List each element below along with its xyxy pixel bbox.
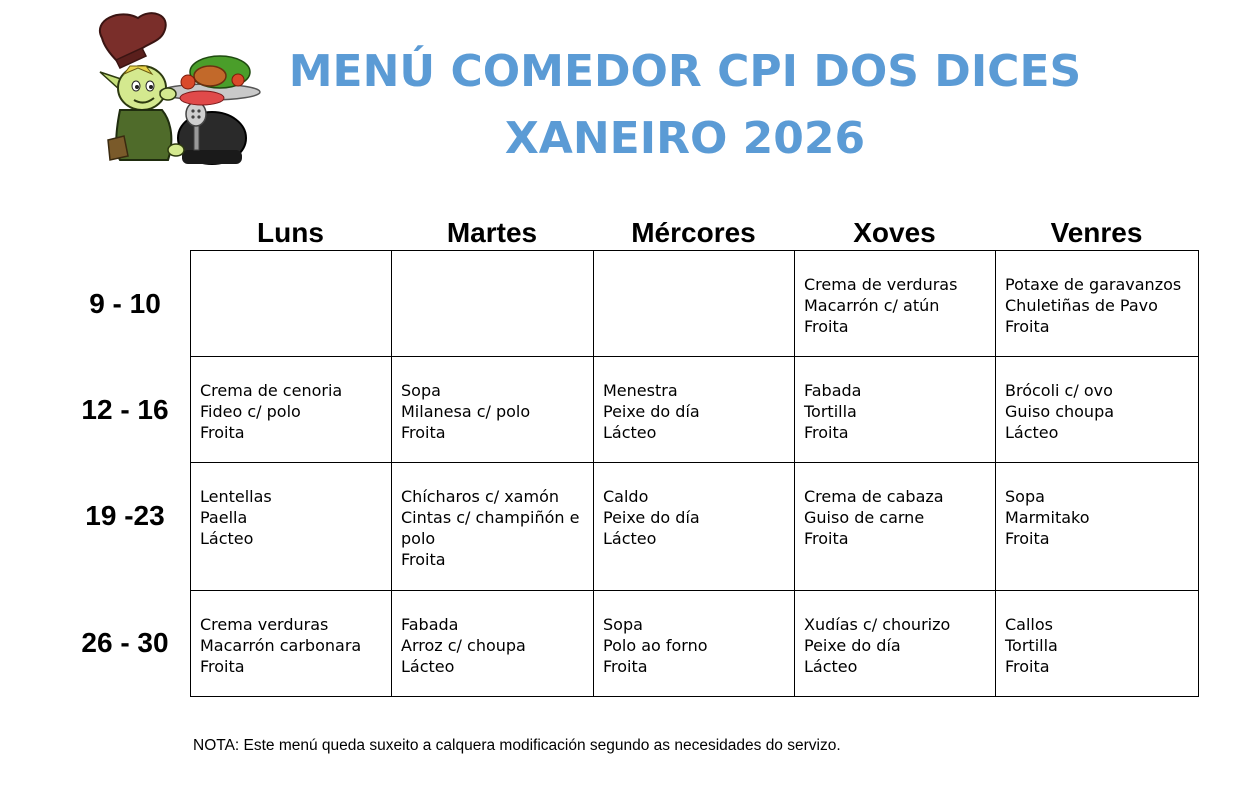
dish: Fabada bbox=[804, 381, 862, 400]
dish: Peixe do día bbox=[603, 402, 700, 421]
dish: Polo ao forno bbox=[603, 636, 708, 655]
dish: Xudías c/ chourizo bbox=[804, 615, 951, 634]
menu-cell bbox=[191, 591, 392, 697]
dish: Lácteo bbox=[804, 657, 858, 676]
week-label: 26 - 30 bbox=[81, 627, 169, 658]
dish: Guiso de carne bbox=[804, 508, 925, 527]
dish: Lácteo bbox=[200, 529, 254, 548]
dish: Callos bbox=[1005, 615, 1053, 634]
menu-cell bbox=[996, 251, 1199, 357]
menu-cell bbox=[392, 591, 594, 697]
menu-cell bbox=[996, 591, 1199, 697]
dish: Brócoli c/ ovo bbox=[1005, 381, 1113, 400]
dish: Froita bbox=[401, 550, 446, 569]
day-header-mercores: Mércores bbox=[631, 217, 756, 248]
dish: Froita bbox=[1005, 657, 1050, 676]
dish: Froita bbox=[1005, 317, 1050, 336]
dish: Crema de cenoria bbox=[200, 381, 343, 400]
menu-cell bbox=[392, 357, 594, 463]
dish: Menestra bbox=[603, 381, 678, 400]
menu-cell bbox=[191, 251, 392, 357]
week-label: 12 - 16 bbox=[81, 394, 169, 425]
dish: Froita bbox=[804, 423, 849, 442]
menu-title: MENÚ COMEDOR CPI DOS DICES bbox=[288, 46, 1082, 97]
dish: Sopa bbox=[1005, 487, 1045, 506]
menu-table bbox=[190, 250, 1199, 697]
dish: Froita bbox=[200, 423, 245, 442]
menu-cell bbox=[996, 463, 1199, 591]
dish: Paella bbox=[200, 508, 248, 527]
dish: Lácteo bbox=[1005, 423, 1059, 442]
table-row bbox=[191, 251, 1199, 357]
menu-cell bbox=[795, 357, 996, 463]
dish: Caldo bbox=[603, 487, 649, 506]
week-label: 9 - 10 bbox=[89, 288, 161, 319]
dish: Froita bbox=[804, 317, 849, 336]
dish: Lácteo bbox=[603, 423, 657, 442]
menu-cell bbox=[594, 357, 795, 463]
footnote: NOTA: Este menú queda suxeito a calquera modificación segundo as necesidades do servizo. bbox=[193, 737, 841, 754]
dish: Froita bbox=[401, 423, 446, 442]
menu-cell bbox=[594, 251, 795, 357]
menu-cell bbox=[795, 591, 996, 697]
dish: Lentellas bbox=[200, 487, 272, 506]
dish: Guiso choupa bbox=[1005, 402, 1115, 421]
day-header-venres: Venres bbox=[1050, 217, 1143, 248]
dish: Froita bbox=[200, 657, 245, 676]
dish: Peixe do día bbox=[603, 508, 700, 527]
dish: Fabada bbox=[401, 615, 459, 634]
dish: Tortilla bbox=[1005, 636, 1058, 655]
dish: Macarrón c/ atún bbox=[804, 296, 940, 315]
dish: Sopa bbox=[603, 615, 643, 634]
dish: Marmitako bbox=[1005, 508, 1090, 527]
menu-cell bbox=[594, 591, 795, 697]
table-row bbox=[191, 591, 1199, 697]
dish: Chícharos c/ xamón bbox=[401, 487, 559, 506]
menu-cell bbox=[191, 357, 392, 463]
menu-cell bbox=[191, 463, 392, 591]
menu-cell bbox=[392, 463, 594, 591]
menu-cell bbox=[594, 463, 795, 591]
menu-cell bbox=[795, 251, 996, 357]
dish: Froita bbox=[804, 529, 849, 548]
day-header-martes: Martes bbox=[446, 217, 538, 248]
menu-month: XANEIRO 2026 bbox=[504, 113, 866, 164]
dish: Arroz c/ choupa bbox=[401, 636, 526, 655]
table-row bbox=[191, 463, 1199, 591]
menu-cell bbox=[795, 463, 996, 591]
menu-cell bbox=[392, 251, 594, 357]
dish: Froita bbox=[1005, 529, 1050, 548]
dish: Tortilla bbox=[804, 402, 857, 421]
dish: Lácteo bbox=[401, 657, 455, 676]
dish: Chuletiñas de Pavo bbox=[1005, 296, 1158, 315]
day-header-xoves: Xoves bbox=[853, 217, 936, 248]
dish: Crema de verduras bbox=[804, 275, 958, 294]
day-header-luns: Luns bbox=[257, 217, 324, 248]
table-row bbox=[191, 357, 1199, 463]
dish: Crema de cabaza bbox=[804, 487, 944, 506]
week-label: 19 -23 bbox=[85, 500, 165, 531]
menu-cell bbox=[996, 357, 1199, 463]
dish: Sopa bbox=[401, 381, 441, 400]
dish: Milanesa c/ polo bbox=[401, 402, 531, 421]
dish: Crema verduras bbox=[200, 615, 329, 634]
dish: Peixe do día bbox=[804, 636, 901, 655]
dish: Froita bbox=[603, 657, 648, 676]
dish: Fideo c/ polo bbox=[200, 402, 301, 421]
dish: Potaxe de garavanzos bbox=[1005, 275, 1182, 294]
dish: Lácteo bbox=[603, 529, 657, 548]
dish: Macarrón carbonara bbox=[200, 636, 362, 655]
dish: Cintas c/ champiñón e polo bbox=[401, 508, 580, 548]
